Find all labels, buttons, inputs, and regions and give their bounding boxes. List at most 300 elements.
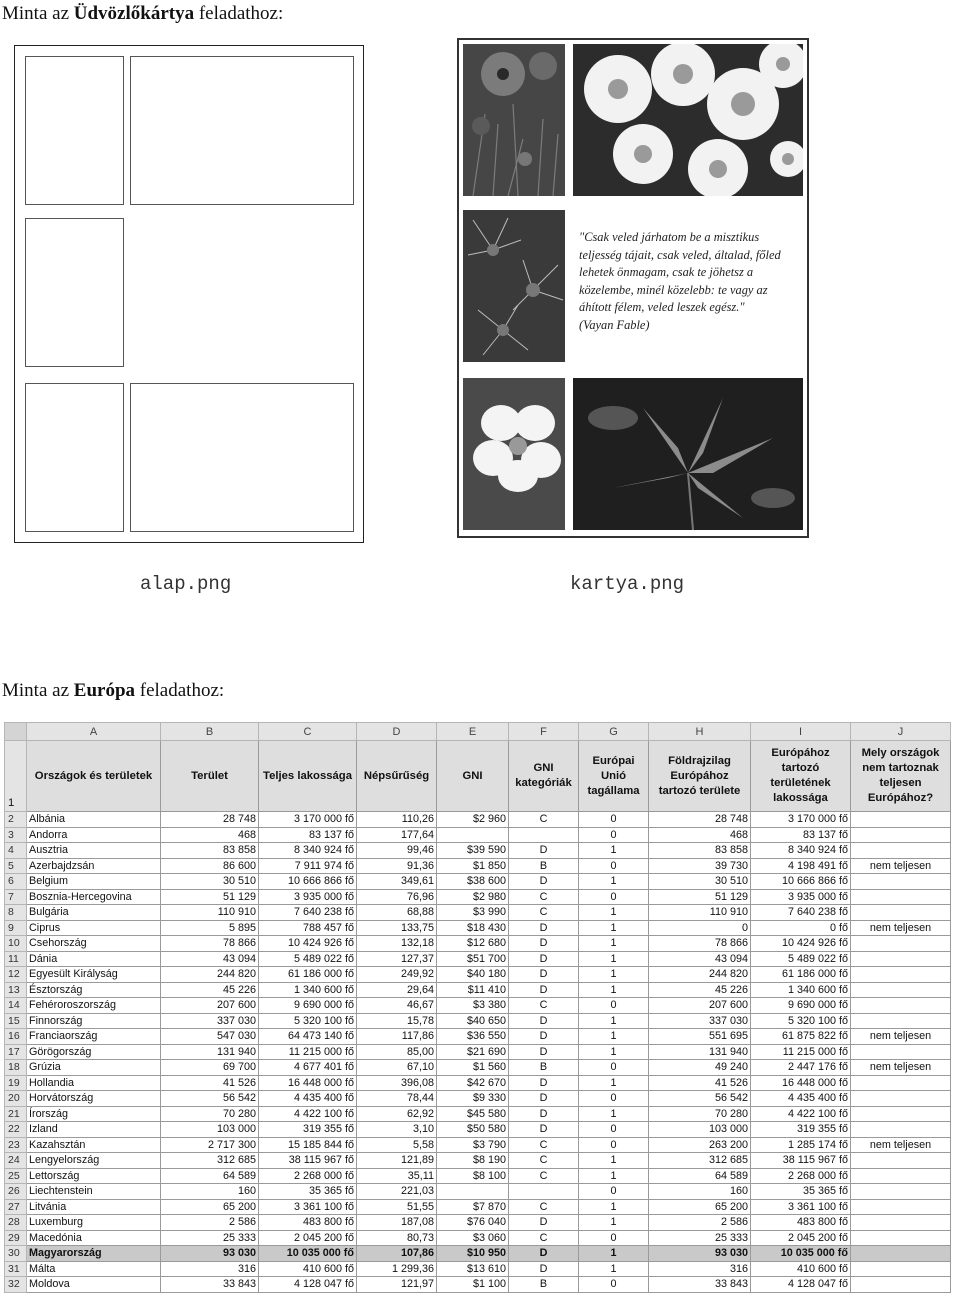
- table-cell[interactable]: Litvánia: [27, 1199, 161, 1215]
- row-number[interactable]: 2: [5, 812, 27, 828]
- table-cell[interactable]: [851, 1106, 951, 1122]
- table-cell[interactable]: Moldova: [27, 1277, 161, 1293]
- table-cell[interactable]: C: [509, 1199, 579, 1215]
- row-number[interactable]: 26: [5, 1184, 27, 1200]
- table-cell[interactable]: Észtország: [27, 982, 161, 998]
- table-cell[interactable]: 1 340 600 fő: [259, 982, 357, 998]
- table-cell[interactable]: [851, 936, 951, 952]
- table-cell[interactable]: 39 730: [649, 858, 751, 874]
- table-cell[interactable]: 16 448 000 fő: [751, 1075, 851, 1091]
- table-cell[interactable]: 33 843: [649, 1277, 751, 1293]
- table-cell[interactable]: 1 299,36: [357, 1261, 437, 1277]
- row-number[interactable]: 25: [5, 1168, 27, 1184]
- table-cell[interactable]: 244 820: [649, 967, 751, 983]
- table-cell[interactable]: $13 610: [437, 1261, 509, 1277]
- column-header-b[interactable]: B: [161, 723, 259, 741]
- table-cell[interactable]: Belgium: [27, 874, 161, 890]
- table-cell[interactable]: 33 843: [161, 1277, 259, 1293]
- table-cell[interactable]: 483 800 fő: [751, 1215, 851, 1231]
- table-cell[interactable]: 1: [579, 1075, 649, 1091]
- table-cell[interactable]: 3 935 000 fő: [751, 889, 851, 905]
- table-cell[interactable]: D: [509, 1261, 579, 1277]
- table-cell[interactable]: D: [509, 1013, 579, 1029]
- table-cell[interactable]: [851, 827, 951, 843]
- table-cell[interactable]: $8 190: [437, 1153, 509, 1169]
- table-cell[interactable]: nem teljesen: [851, 920, 951, 936]
- table-cell[interactable]: 4 198 491 fő: [751, 858, 851, 874]
- table-cell[interactable]: 1: [579, 905, 649, 921]
- table-cell[interactable]: Azerbajdzsán: [27, 858, 161, 874]
- table-cell[interactable]: Macedónia: [27, 1230, 161, 1246]
- column-header-h[interactable]: H: [649, 723, 751, 741]
- table-cell[interactable]: 86 600: [161, 858, 259, 874]
- row-number[interactable]: 18: [5, 1060, 27, 1076]
- table-cell[interactable]: $9 330: [437, 1091, 509, 1107]
- table-cell[interactable]: 468: [649, 827, 751, 843]
- table-cell[interactable]: 30 510: [161, 874, 259, 890]
- table-cell[interactable]: 1: [579, 1199, 649, 1215]
- table-cell[interactable]: 25 333: [161, 1230, 259, 1246]
- table-cell[interactable]: 1: [579, 874, 649, 890]
- table-cell[interactable]: 110,26: [357, 812, 437, 828]
- row-number[interactable]: 22: [5, 1122, 27, 1138]
- table-cell[interactable]: 0: [579, 812, 649, 828]
- table-cell[interactable]: 25 333: [649, 1230, 751, 1246]
- table-cell[interactable]: nem teljesen: [851, 1060, 951, 1076]
- table-cell[interactable]: B: [509, 1060, 579, 1076]
- header-cell[interactable]: Mely országok nem tartoznak teljesen Európához?: [851, 741, 951, 812]
- table-cell[interactable]: $3 380: [437, 998, 509, 1014]
- table-cell[interactable]: 312 685: [161, 1153, 259, 1169]
- table-cell[interactable]: 8 340 924 fő: [259, 843, 357, 859]
- table-cell[interactable]: 483 800 fő: [259, 1215, 357, 1231]
- table-cell[interactable]: 69 700: [161, 1060, 259, 1076]
- header-cell[interactable]: Országok és területek: [27, 741, 161, 812]
- table-cell[interactable]: 187,08: [357, 1215, 437, 1231]
- table-cell[interactable]: 4 677 401 fő: [259, 1060, 357, 1076]
- table-cell[interactable]: 207 600: [649, 998, 751, 1014]
- row-number[interactable]: 9: [5, 920, 27, 936]
- table-cell[interactable]: Csehország: [27, 936, 161, 952]
- table-cell[interactable]: Bosznia-Hercegovina: [27, 889, 161, 905]
- row-number[interactable]: 14: [5, 998, 27, 1014]
- table-cell[interactable]: 30 510: [649, 874, 751, 890]
- row-number[interactable]: 5: [5, 858, 27, 874]
- table-cell[interactable]: D: [509, 1029, 579, 1045]
- table-cell[interactable]: 28 748: [161, 812, 259, 828]
- table-cell[interactable]: Málta: [27, 1261, 161, 1277]
- table-cell[interactable]: [851, 1277, 951, 1293]
- table-cell[interactable]: D: [509, 936, 579, 952]
- table-cell[interactable]: 10 424 926 fő: [751, 936, 851, 952]
- table-cell[interactable]: 51,55: [357, 1199, 437, 1215]
- table-cell[interactable]: 10 035 000 fő: [751, 1246, 851, 1262]
- table-cell[interactable]: 15,78: [357, 1013, 437, 1029]
- table-cell[interactable]: $3 060: [437, 1230, 509, 1246]
- table-cell[interactable]: 160: [161, 1184, 259, 1200]
- table-cell[interactable]: Lengyelország: [27, 1153, 161, 1169]
- table-cell[interactable]: 0: [579, 827, 649, 843]
- table-cell[interactable]: C: [509, 905, 579, 921]
- table-cell[interactable]: Bulgária: [27, 905, 161, 921]
- table-cell[interactable]: [509, 1184, 579, 1200]
- table-cell[interactable]: 0: [579, 889, 649, 905]
- table-cell[interactable]: $3 990: [437, 905, 509, 921]
- column-header-f[interactable]: F: [509, 723, 579, 741]
- table-cell[interactable]: 132,18: [357, 936, 437, 952]
- table-cell[interactable]: 160: [649, 1184, 751, 1200]
- table-cell[interactable]: $21 690: [437, 1044, 509, 1060]
- table-cell[interactable]: [851, 1261, 951, 1277]
- table-cell[interactable]: D: [509, 1075, 579, 1091]
- table-cell[interactable]: C: [509, 1137, 579, 1153]
- header-cell[interactable]: Európai Unió tagállama: [579, 741, 649, 812]
- table-cell[interactable]: Grúzia: [27, 1060, 161, 1076]
- table-cell[interactable]: 4 422 100 fő: [751, 1106, 851, 1122]
- table-cell[interactable]: 1: [579, 1261, 649, 1277]
- table-cell[interactable]: 68,88: [357, 905, 437, 921]
- table-cell[interactable]: 2 447 176 fő: [751, 1060, 851, 1076]
- table-cell[interactable]: 83 137 fő: [259, 827, 357, 843]
- table-cell[interactable]: 1: [579, 1106, 649, 1122]
- table-cell[interactable]: 35,11: [357, 1168, 437, 1184]
- table-cell[interactable]: Liechtenstein: [27, 1184, 161, 1200]
- table-cell[interactable]: 70 280: [161, 1106, 259, 1122]
- table-cell[interactable]: $38 600: [437, 874, 509, 890]
- table-cell[interactable]: Fehéroroszország: [27, 998, 161, 1014]
- table-cell[interactable]: D: [509, 1044, 579, 1060]
- table-cell[interactable]: 4 422 100 fő: [259, 1106, 357, 1122]
- table-cell[interactable]: 131 940: [649, 1044, 751, 1060]
- table-cell[interactable]: [851, 967, 951, 983]
- table-cell[interactable]: Egyesült Királyság: [27, 967, 161, 983]
- row-number[interactable]: 8: [5, 905, 27, 921]
- table-cell[interactable]: D: [509, 1246, 579, 1262]
- row-number[interactable]: 24: [5, 1153, 27, 1169]
- table-cell[interactable]: B: [509, 1277, 579, 1293]
- table-cell[interactable]: 1: [579, 982, 649, 998]
- table-cell[interactable]: Kazahsztán: [27, 1137, 161, 1153]
- table-cell[interactable]: [851, 843, 951, 859]
- table-cell[interactable]: 45 226: [649, 982, 751, 998]
- row-number[interactable]: 3: [5, 827, 27, 843]
- header-cell[interactable]: GNI kategóriák: [509, 741, 579, 812]
- table-cell[interactable]: 547 030: [161, 1029, 259, 1045]
- table-cell[interactable]: nem teljesen: [851, 1029, 951, 1045]
- table-cell[interactable]: $7 870: [437, 1199, 509, 1215]
- table-cell[interactable]: 263 200: [649, 1137, 751, 1153]
- table-cell[interactable]: 207 600: [161, 998, 259, 1014]
- table-cell[interactable]: $40 180: [437, 967, 509, 983]
- table-cell[interactable]: 127,37: [357, 951, 437, 967]
- table-cell[interactable]: nem teljesen: [851, 1137, 951, 1153]
- table-cell[interactable]: 349,61: [357, 874, 437, 890]
- table-cell[interactable]: D: [509, 843, 579, 859]
- table-cell[interactable]: 249,92: [357, 967, 437, 983]
- table-cell[interactable]: 2 045 200 fő: [751, 1230, 851, 1246]
- header-cell[interactable]: Terület: [161, 741, 259, 812]
- table-cell[interactable]: 7 911 974 fő: [259, 858, 357, 874]
- table-cell[interactable]: 177,64: [357, 827, 437, 843]
- row-number[interactable]: 17: [5, 1044, 27, 1060]
- row-number[interactable]: 1: [5, 741, 27, 812]
- table-cell[interactable]: 28 748: [649, 812, 751, 828]
- header-cell[interactable]: GNI: [437, 741, 509, 812]
- table-cell[interactable]: 10 035 000 fő: [259, 1246, 357, 1262]
- table-cell[interactable]: 56 542: [161, 1091, 259, 1107]
- table-cell[interactable]: 312 685: [649, 1153, 751, 1169]
- table-cell[interactable]: 5,58: [357, 1137, 437, 1153]
- table-cell[interactable]: $10 950: [437, 1246, 509, 1262]
- table-cell[interactable]: 78,44: [357, 1091, 437, 1107]
- column-header-c[interactable]: C: [259, 723, 357, 741]
- table-cell[interactable]: [851, 1246, 951, 1262]
- table-cell[interactable]: 83 858: [649, 843, 751, 859]
- row-number[interactable]: 4: [5, 843, 27, 859]
- table-cell[interactable]: Ciprus: [27, 920, 161, 936]
- table-cell[interactable]: 70 280: [649, 1106, 751, 1122]
- table-cell[interactable]: [851, 1013, 951, 1029]
- table-cell[interactable]: 3 361 100 fő: [259, 1199, 357, 1215]
- table-cell[interactable]: 15 185 844 fő: [259, 1137, 357, 1153]
- table-cell[interactable]: D: [509, 1091, 579, 1107]
- column-header-e[interactable]: E: [437, 723, 509, 741]
- table-cell[interactable]: D: [509, 920, 579, 936]
- table-cell[interactable]: Dánia: [27, 951, 161, 967]
- table-cell[interactable]: 1: [579, 936, 649, 952]
- table-cell[interactable]: [851, 889, 951, 905]
- table-cell[interactable]: 61 186 000 fő: [259, 967, 357, 983]
- row-number[interactable]: 10: [5, 936, 27, 952]
- table-cell[interactable]: 468: [161, 827, 259, 843]
- table-cell[interactable]: 43 094: [161, 951, 259, 967]
- table-cell[interactable]: C: [509, 1230, 579, 1246]
- table-cell[interactable]: $8 100: [437, 1168, 509, 1184]
- table-cell[interactable]: 0: [649, 920, 751, 936]
- table-cell[interactable]: 9 690 000 fő: [751, 998, 851, 1014]
- table-cell[interactable]: D: [509, 1106, 579, 1122]
- table-cell[interactable]: 41 526: [161, 1075, 259, 1091]
- table-cell[interactable]: 788 457 fő: [259, 920, 357, 936]
- table-cell[interactable]: Lettország: [27, 1168, 161, 1184]
- table-cell[interactable]: 396,08: [357, 1075, 437, 1091]
- table-cell[interactable]: 2 268 000 fő: [751, 1168, 851, 1184]
- table-cell[interactable]: 131 940: [161, 1044, 259, 1060]
- table-cell[interactable]: [437, 1184, 509, 1200]
- table-cell[interactable]: [851, 1153, 951, 1169]
- table-cell[interactable]: $45 580: [437, 1106, 509, 1122]
- table-cell[interactable]: 1: [579, 967, 649, 983]
- table-cell[interactable]: 3 361 100 fő: [751, 1199, 851, 1215]
- table-cell[interactable]: 49 240: [649, 1060, 751, 1076]
- table-cell[interactable]: 65 200: [649, 1199, 751, 1215]
- table-cell[interactable]: 93 030: [161, 1246, 259, 1262]
- table-cell[interactable]: 85,00: [357, 1044, 437, 1060]
- table-cell[interactable]: 337 030: [649, 1013, 751, 1029]
- table-cell[interactable]: 244 820: [161, 967, 259, 983]
- table-cell[interactable]: 45 226: [161, 982, 259, 998]
- table-cell[interactable]: Finnország: [27, 1013, 161, 1029]
- table-cell[interactable]: 46,67: [357, 998, 437, 1014]
- row-number[interactable]: 20: [5, 1091, 27, 1107]
- table-cell[interactable]: 10 424 926 fő: [259, 936, 357, 952]
- table-cell[interactable]: $76 040: [437, 1215, 509, 1231]
- table-cell[interactable]: 133,75: [357, 920, 437, 936]
- table-cell[interactable]: 3 170 000 fő: [751, 812, 851, 828]
- table-cell[interactable]: 38 115 967 fő: [751, 1153, 851, 1169]
- table-cell[interactable]: [851, 1184, 951, 1200]
- table-cell[interactable]: $3 790: [437, 1137, 509, 1153]
- table-cell[interactable]: [851, 1044, 951, 1060]
- table-cell[interactable]: D: [509, 1215, 579, 1231]
- table-cell[interactable]: 8 340 924 fő: [751, 843, 851, 859]
- table-cell[interactable]: 0 fő: [751, 920, 851, 936]
- table-cell[interactable]: 61 186 000 fő: [751, 967, 851, 983]
- row-number[interactable]: 28: [5, 1215, 27, 1231]
- table-cell[interactable]: $39 590: [437, 843, 509, 859]
- table-cell[interactable]: 0: [579, 858, 649, 874]
- table-cell[interactable]: [437, 827, 509, 843]
- table-cell[interactable]: 43 094: [649, 951, 751, 967]
- table-cell[interactable]: 10 666 866 fő: [259, 874, 357, 890]
- table-cell[interactable]: 0: [579, 1137, 649, 1153]
- table-cell[interactable]: 0: [579, 1230, 649, 1246]
- table-cell[interactable]: 316: [649, 1261, 751, 1277]
- row-number[interactable]: 32: [5, 1277, 27, 1293]
- row-number[interactable]: 27: [5, 1199, 27, 1215]
- table-cell[interactable]: 16 448 000 fő: [259, 1075, 357, 1091]
- table-cell[interactable]: $1 850: [437, 858, 509, 874]
- table-cell[interactable]: $40 650: [437, 1013, 509, 1029]
- table-cell[interactable]: $36 550: [437, 1029, 509, 1045]
- table-cell[interactable]: 78 866: [161, 936, 259, 952]
- table-cell[interactable]: 3 170 000 fő: [259, 812, 357, 828]
- table-cell[interactable]: 319 355 fő: [259, 1122, 357, 1138]
- table-cell[interactable]: $11 410: [437, 982, 509, 998]
- table-cell[interactable]: 5 489 022 fő: [751, 951, 851, 967]
- table-cell[interactable]: [509, 827, 579, 843]
- table-cell[interactable]: D: [509, 951, 579, 967]
- table-cell[interactable]: 3 935 000 fő: [259, 889, 357, 905]
- table-cell[interactable]: C: [509, 889, 579, 905]
- table-cell[interactable]: Franciaország: [27, 1029, 161, 1045]
- table-cell[interactable]: 221,03: [357, 1184, 437, 1200]
- table-cell[interactable]: $51 700: [437, 951, 509, 967]
- column-header-j[interactable]: J: [851, 723, 951, 741]
- table-cell[interactable]: 83 137 fő: [751, 827, 851, 843]
- table-cell[interactable]: 78 866: [649, 936, 751, 952]
- table-cell[interactable]: 4 128 047 fő: [751, 1277, 851, 1293]
- table-cell[interactable]: $50 580: [437, 1122, 509, 1138]
- table-cell[interactable]: 80,73: [357, 1230, 437, 1246]
- table-cell[interactable]: 1: [579, 1246, 649, 1262]
- table-cell[interactable]: 5 320 100 fő: [259, 1013, 357, 1029]
- table-cell[interactable]: 410 600 fő: [751, 1261, 851, 1277]
- table-cell[interactable]: Hollandia: [27, 1075, 161, 1091]
- header-cell[interactable]: Európához tartozó területének lakossága: [751, 741, 851, 812]
- table-cell[interactable]: 103 000: [161, 1122, 259, 1138]
- table-cell[interactable]: 1: [579, 1215, 649, 1231]
- row-number[interactable]: 29: [5, 1230, 27, 1246]
- table-cell[interactable]: 67,10: [357, 1060, 437, 1076]
- table-cell[interactable]: [851, 1075, 951, 1091]
- table-cell[interactable]: [851, 812, 951, 828]
- table-cell[interactable]: 1 340 600 fő: [751, 982, 851, 998]
- table-cell[interactable]: nem teljesen: [851, 858, 951, 874]
- column-header-i[interactable]: I: [751, 723, 851, 741]
- table-cell[interactable]: 61 875 822 fő: [751, 1029, 851, 1045]
- row-number[interactable]: 30: [5, 1246, 27, 1262]
- header-cell[interactable]: Földrajzilag Európához tartozó területe: [649, 741, 751, 812]
- table-cell[interactable]: 1: [579, 1044, 649, 1060]
- table-cell[interactable]: [851, 1122, 951, 1138]
- table-cell[interactable]: [851, 1230, 951, 1246]
- table-cell[interactable]: 1 285 174 fő: [751, 1137, 851, 1153]
- table-cell[interactable]: $12 680: [437, 936, 509, 952]
- table-cell[interactable]: 7 640 238 fő: [259, 905, 357, 921]
- table-cell[interactable]: 4 435 400 fő: [751, 1091, 851, 1107]
- table-cell[interactable]: Andorra: [27, 827, 161, 843]
- table-cell[interactable]: 10 666 866 fő: [751, 874, 851, 890]
- table-cell[interactable]: Írország: [27, 1106, 161, 1122]
- table-cell[interactable]: 1: [579, 1153, 649, 1169]
- table-cell[interactable]: 5 895: [161, 920, 259, 936]
- row-number[interactable]: 16: [5, 1029, 27, 1045]
- table-cell[interactable]: 121,97: [357, 1277, 437, 1293]
- table-cell[interactable]: 64 589: [649, 1168, 751, 1184]
- column-header-g[interactable]: G: [579, 723, 649, 741]
- table-cell[interactable]: C: [509, 1153, 579, 1169]
- table-cell[interactable]: 64 473 140 fő: [259, 1029, 357, 1045]
- table-cell[interactable]: 121,89: [357, 1153, 437, 1169]
- row-number[interactable]: 31: [5, 1261, 27, 1277]
- table-cell[interactable]: [851, 905, 951, 921]
- table-cell[interactable]: 29,64: [357, 982, 437, 998]
- table-cell[interactable]: [851, 1215, 951, 1231]
- table-cell[interactable]: 11 215 000 fő: [259, 1044, 357, 1060]
- table-cell[interactable]: 51 129: [161, 889, 259, 905]
- row-number[interactable]: 19: [5, 1075, 27, 1091]
- table-cell[interactable]: 11 215 000 fő: [751, 1044, 851, 1060]
- header-cell[interactable]: Népsűrűség: [357, 741, 437, 812]
- table-cell[interactable]: 1: [579, 1168, 649, 1184]
- table-cell[interactable]: 410 600 fő: [259, 1261, 357, 1277]
- table-cell[interactable]: 4 128 047 fő: [259, 1277, 357, 1293]
- table-cell[interactable]: 2 586: [161, 1215, 259, 1231]
- table-cell[interactable]: 319 355 fő: [751, 1122, 851, 1138]
- table-cell[interactable]: 35 365 fő: [751, 1184, 851, 1200]
- table-cell[interactable]: 83 858: [161, 843, 259, 859]
- table-cell[interactable]: 337 030: [161, 1013, 259, 1029]
- table-cell[interactable]: [851, 951, 951, 967]
- table-cell[interactable]: 65 200: [161, 1199, 259, 1215]
- table-cell[interactable]: 117,86: [357, 1029, 437, 1045]
- table-cell[interactable]: Ausztria: [27, 843, 161, 859]
- table-cell[interactable]: 38 115 967 fő: [259, 1153, 357, 1169]
- table-cell[interactable]: $2 960: [437, 812, 509, 828]
- table-cell[interactable]: 62,92: [357, 1106, 437, 1122]
- table-cell[interactable]: 0: [579, 1184, 649, 1200]
- table-cell[interactable]: 1: [579, 1013, 649, 1029]
- table-cell[interactable]: D: [509, 1122, 579, 1138]
- row-number[interactable]: 23: [5, 1137, 27, 1153]
- table-cell[interactable]: 110 910: [161, 905, 259, 921]
- table-cell[interactable]: 9 690 000 fő: [259, 998, 357, 1014]
- table-cell[interactable]: 2 268 000 fő: [259, 1168, 357, 1184]
- table-cell[interactable]: D: [509, 967, 579, 983]
- table-cell[interactable]: B: [509, 858, 579, 874]
- table-cell[interactable]: 0: [579, 1060, 649, 1076]
